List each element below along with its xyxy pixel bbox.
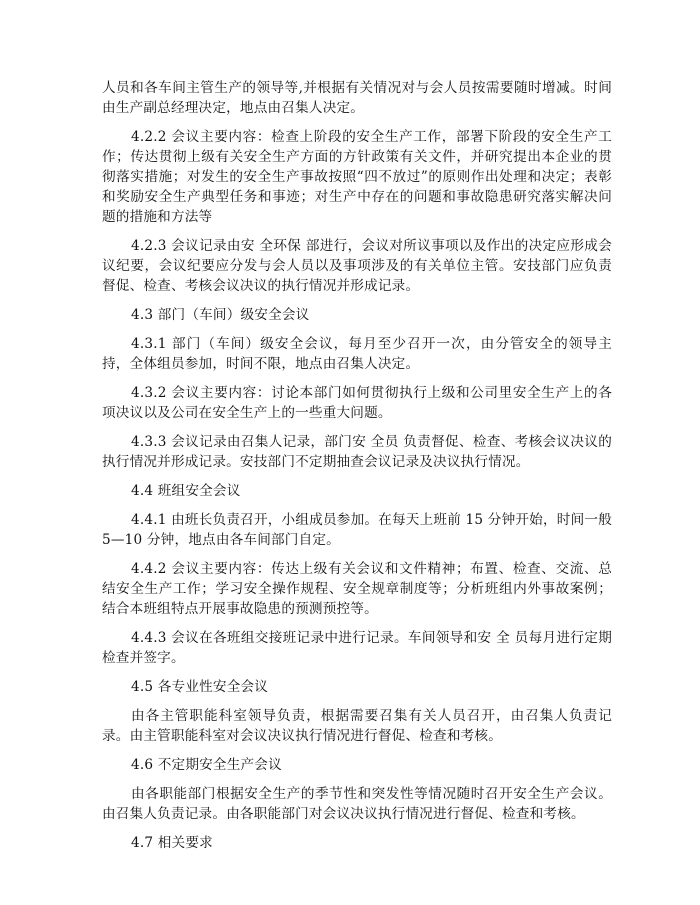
paragraph-4-4-1: 4.4.1 由班长负责召开，小组成员参加。在每天上班前 15 分钟开始，时间一般 5—10 分钟，地点由各车间部门自定。	[102, 512, 612, 548]
paragraph-4-5: 由各主管职能科室领导负责，根据需要召集有关人员召开，由召集人负责记录。由主管职能科室对会议决议执行情况进行督促、检查和考核。	[102, 708, 612, 744]
paragraph-4-2-3: 4.2.3 会议记录由安 全环保 部进行，会议对所议事项以及作出的决定应形成会议纪要，会议纪要应分发与会人员以及事项涉及的有关单位主管。安技部门应负责督促、检查、考核会议决议的执行情况并形成记录。	[102, 238, 612, 294]
paragraph-4-2-2: 4.2.2 会议主要内容：检查上阶段的安全生产工作，部署下阶段的安全生产工作；传达贯彻上级有关安全生产方面的方针政策有关文件，并研究提出本企业的贯彻落实措施；对发生的安全生产事故按照“四不放过”的原则作出处理和决定；表彰和奖励安全生产典型任务和事迹；对生产中存在的问题和事故隐患研究落实解决问题的措施和方法等	[102, 129, 612, 225]
paragraph-4-3-3: 4.3.3 会议记录由召集人记录，部门安 全员 负责督促、检查、考核会议决议的执行情况并形成记录。安技部门不定期抽查会议记录及决议执行情况。	[102, 434, 612, 470]
heading-4-6: 4.6 不定期安全生产会议	[131, 757, 282, 773]
heading-4-3: 4.3 部门（车间）级安全会议	[131, 307, 310, 323]
paragraph-4-4-3: 4.4.3 会议在各班组交接班记录中进行记录。车间领导和安 全 员每月进行定期检查并签字。	[102, 630, 612, 666]
paragraph-4-3-1: 4.3.1 部门（车间）级安全会议，每月至少召开一次，由分管安全的领导主持，全体组员参加，时间不限，地点由召集人决定。	[102, 336, 612, 372]
heading-4-5: 4.5 各专业性安全会议	[131, 679, 269, 695]
paragraph-4-3-2: 4.3.2 会议主要内容：讨论本部门如何贯彻执行上级和公司里安全生产上的各项决议以及公司在安全生产上的一些重大问题。	[102, 385, 612, 421]
heading-4-4: 4.4 班组安全会议	[131, 483, 241, 499]
paragraph-4-4-2: 4.4.2 会议主要内容：传达上级有关会议和文件精神；布置、检查、交流、总结安全生产工作；学习安全操作规程、安全规章制度等；分析班组内外事故案例；结合本班组特点开展事故隐患的预测预控等。	[102, 561, 612, 617]
document-body	[102, 78, 612, 862]
heading-4-7: 4.7 相关要求	[131, 835, 213, 851]
paragraph-continuation: 人员和各车间主管生产的领导等,并根据有关情况对与会人员按需要随时增减。时间由生产副总经理决定，地点由召集人决定。	[102, 80, 612, 116]
paragraph-4-6: 由各职能部门根据安全生产的季节性和突发性等情况随时召开安全生产会议。由召集人负责记录。由各职能部门对会议决议执行情况进行督促、检查和考核。	[102, 786, 612, 822]
